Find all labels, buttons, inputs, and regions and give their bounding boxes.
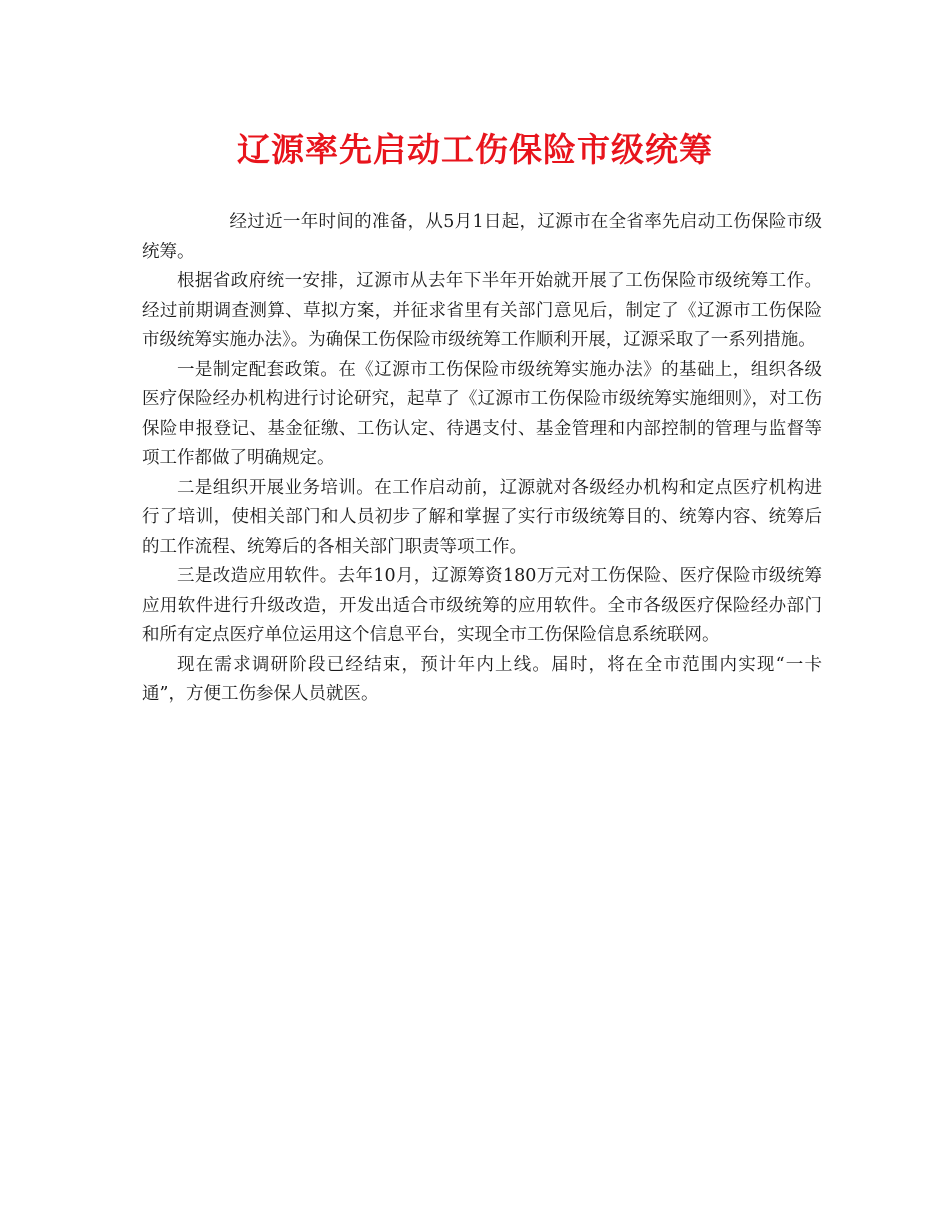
paragraph-intro: 经过近一年时间的准备，从5月1日起，辽源市在全省率先启动工伤保险市级统筹。	[142, 212, 822, 262]
paragraph-measure-training: 二是组织开展业务培训。在工作启动前，辽源就对各级经办机构和定点医疗机构进行了培训，使相关部门和人员初步了解和掌握了实行市级统筹目的、统筹内容、统筹后的工作流程、统筹后的各相关部门职责等项工作。	[142, 477, 822, 557]
paragraph-measure-software: 三是改造应用软件。去年10月，辽源筹资180万元对工伤保险、医疗保险市级统筹应用软件进行升级改造，开发出适合市级统筹的应用软件。全市各级医疗保险经办部门和所有定点医疗单位运用这个信息平台，实现全市工伤保险信息系统联网。	[142, 566, 822, 645]
paragraph-outlook: 现在需求调研阶段已经结束，预计年内上线。届时，将在全市范围内实现“一卡通”，方便工伤参保人员就医。	[142, 654, 822, 704]
document-title: 辽源率先启动工伤保险市级统筹	[237, 130, 713, 169]
paragraph-background: 根据省政府统一安排，辽源市从去年下半年开始就开展了工伤保险市级统筹工作。经过前期调查测算、草拟方案，并征求省里有关部门意见后，制定了《辽源市工伤保险市级统筹实施办法》。为确保工伤保险市级统筹工作顺利开展，辽源采取了一系列措施。	[142, 271, 822, 350]
paragraph-measure-policy: 一是制定配套政策。在《辽源市工伤保险市级统筹实施办法》的基础上，组织各级医疗保险经办机构进行讨论研究，起草了《辽源市工伤保险市级统筹实施细则》，对工伤保险申报登记、基金征缴、工伤认定、待遇支付、基金管理和内部控制的管理与监督等项工作都做了明确规定。	[142, 359, 822, 468]
document-body	[142, 208, 822, 710]
